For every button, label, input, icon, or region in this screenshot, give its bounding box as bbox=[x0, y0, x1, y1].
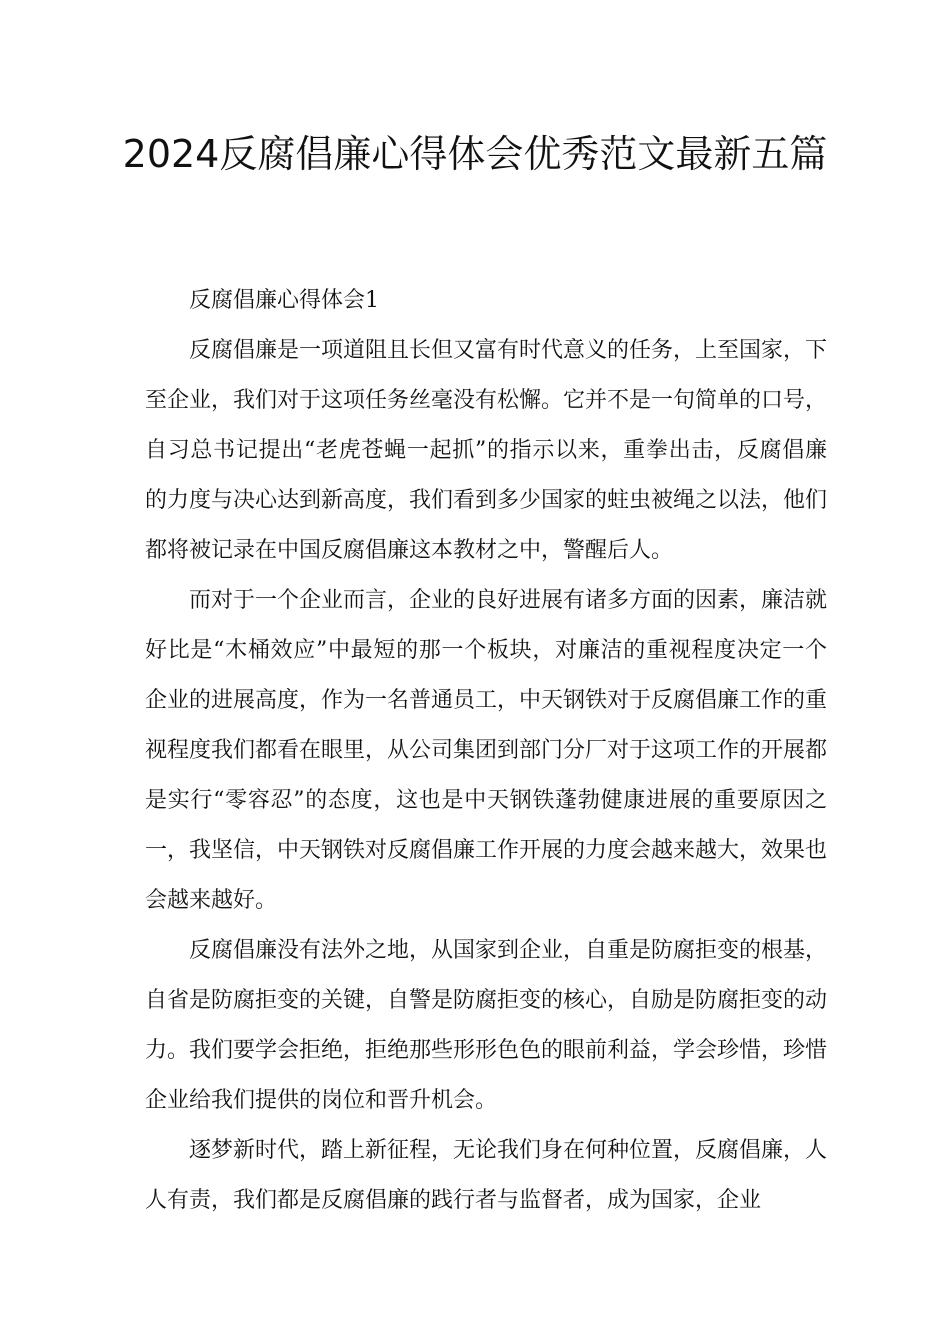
body-paragraph: 逐梦新时代，踏上新征程，无论我们身在何种位置，反腐倡廉，人人有责，我们都是反腐倡廉的践行者与监督者，成为国家，企业 bbox=[145, 1138, 828, 1213]
body-paragraph: 反腐倡廉没有法外之地，从国家到企业，自重是防腐拒变的根基，自省是防腐拒变的关键，自警是防腐拒变的核心，自励是防腐拒变的动力。我们要学会拒绝，拒绝那些形形色色的眼前利益，学会珍惜，珍惜企业给我们提供的岗位和晋升机会。 bbox=[145, 938, 828, 1113]
body-paragraph: 而对于一个企业而言，企业的良好进展有诸多方面的因素，廉洁就好比是“木桶效应”中最短的那一个板块，对廉洁的重视程度决定一个企业的进展高度，作为一名普通员工，中天钢铁对于反腐倡廉工作的重视程度我们都看在眼里，从公司集团到部门分厂对于这项工作的开展都是实行“零容忍”的态度，这也是中天钢铁蓬勃健康进展的重要原因之一，我坚信，中天钢铁对反腐倡廉工作开展的力度会越来越大，效果也会越来越好。 bbox=[145, 588, 828, 913]
body-paragraph: 反腐倡廉是一项道阻且长但又富有时代意义的任务，上至国家，下至企业，我们对于这项任务丝毫没有松懈。它并不是一句简单的口号，自习总书记提出“老虎苍蝇一起抓”的指示以来，重拳出击，反腐倡廉的力度与决心达到新高度，我们看到多少国家的蛀虫被绳之以法，他们都将被记录在中国反腐倡廉这本教材之中，警醒后人。 bbox=[145, 338, 828, 563]
document-body bbox=[145, 276, 827, 1226]
section-heading: 反腐倡廉心得体会1 bbox=[189, 288, 379, 313]
document-title: 2024反腐倡廉心得体会优秀范文最新五篇 bbox=[122, 132, 828, 176]
